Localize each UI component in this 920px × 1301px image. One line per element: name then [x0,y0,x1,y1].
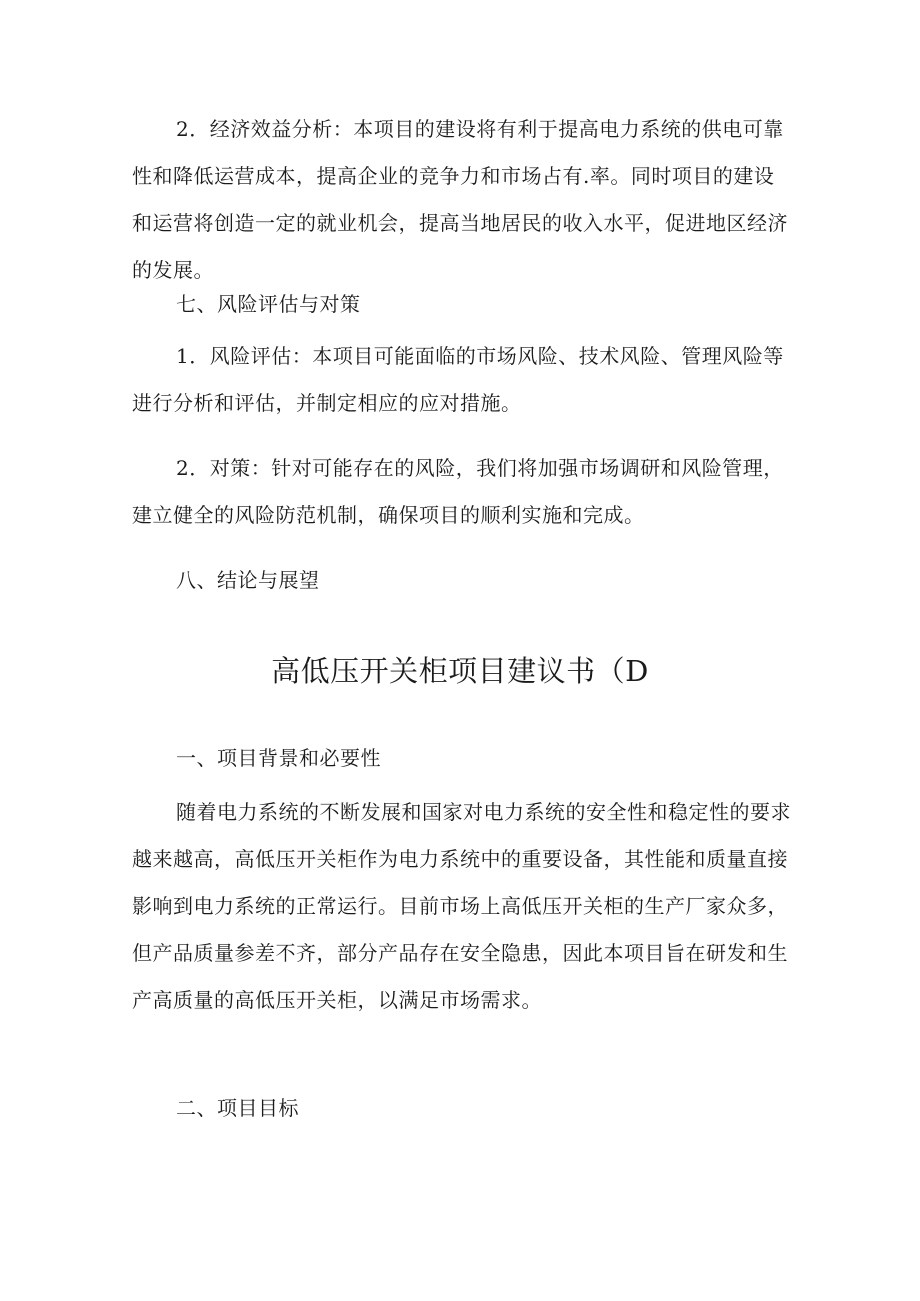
paragraph-economic-benefit: 2．经济效益分析：本项目的建设将有利于提高电力系统的供电可靠性和降低运营成本，提高企业的竞争力和市场占有.率。同时项目的建设和运营将创造一定的就业机会，提高当地居民的收入水平，促进地区经济的发展。 [132,117,788,282]
paragraph-background: 随着电力系统的不断发展和国家对电力系统的安全性和稳定性的要求越来越高，高低压开关柜作为电力系统中的重要设备，其性能和质量直接影响到电力系统的正常运行。目前市场上高低压开关柜的生产厂家众多，但产品质量参差不齐，部分产品存在安全隐患，因此本项目旨在研发和生产高质量的高低压开关柜，以满足市场需求。 [132,800,791,1012]
heading-conclusion: 八、结论与展望 [176,568,320,592]
paragraph-countermeasure: 2．对策：针对可能存在的风险，我们将加强市场调研和风险管理，建立健全的风险防范机制，确保项目的顺利实施和完成。 [132,456,784,527]
heading-risk-assessment: 七、风险评估与对策 [176,292,361,316]
document-title: 高低压开关柜项目建议书（D [271,654,649,688]
heading-project-goal: 二、项目目标 [176,1096,299,1120]
paragraph-risk-assessment: 1．风险评估：本项目可能面临的市场风险、技术风险、管理风险等进行分析和评估，并制定相应的应对措施。 [132,344,784,415]
heading-background: 一、项目背景和必要性 [176,746,381,770]
